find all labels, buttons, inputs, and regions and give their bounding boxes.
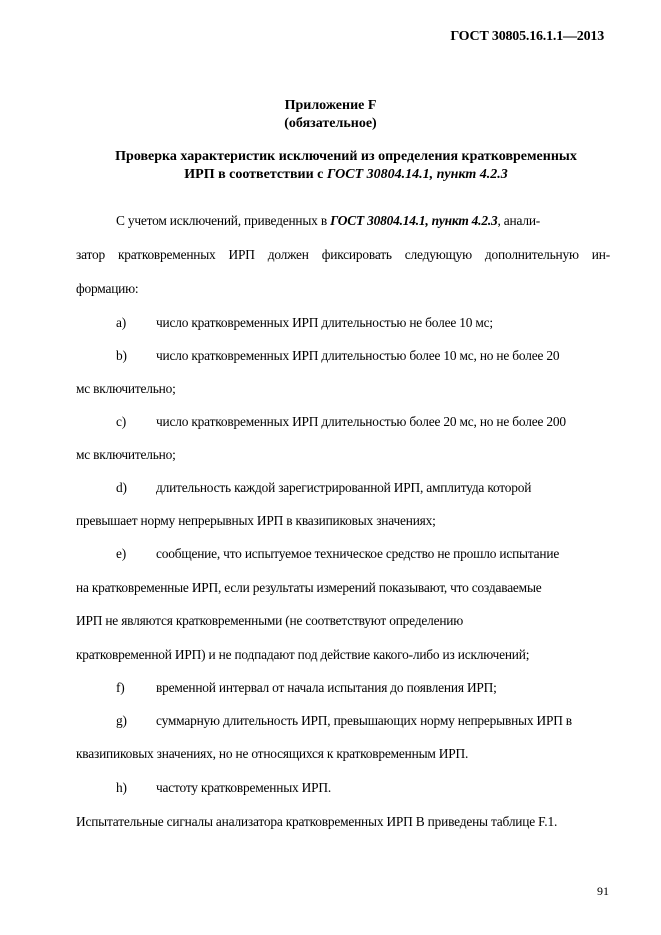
closing-paragraph: Испытательные сигналы анализатора кратковременных ИРП В приведены таблице F.1.: [76, 814, 558, 829]
item-f-text: временной интервал от начала испытания до появления ИРП;: [156, 680, 497, 695]
item-a-letter: a): [116, 315, 127, 330]
item-e-line-4: кратковременной ИРП) и не подпадают под действие какого-либо из исключений;: [76, 647, 530, 662]
item-b-letter: b): [116, 348, 127, 363]
item-g-letter: g): [116, 713, 127, 728]
section-title-reference: ГОСТ 30804.14.1, пункт 4.2.3: [326, 167, 508, 182]
item-b-line-2: мс включительно;: [76, 381, 176, 396]
item-h-text: частоту кратковременных ИРП.: [156, 780, 331, 795]
item-e-line-1: сообщение, что испытуемое техническое средство не прошло испытание: [156, 546, 560, 561]
section-title-line-1: Проверка характеристик исключений из определения кратковременных: [115, 149, 577, 164]
section-title-line-2: [0, 167, 661, 183]
item-g-line-2: квазипиковых значениях, но не относящихся к кратковременным ИРП.: [76, 746, 469, 761]
item-h-letter: h): [116, 780, 127, 795]
item-c-line-2: мс включительно;: [76, 447, 176, 462]
intro-line-3: формацию:: [76, 281, 139, 296]
item-e-letter: e): [116, 546, 127, 561]
standard-header: ГОСТ 30805.16.1.1—2013: [450, 29, 604, 44]
item-f-letter: f): [116, 680, 125, 695]
intro-reference: ГОСТ 30804.14.1, пункт 4.2.3: [330, 213, 498, 228]
annex-status: (обязательное): [284, 116, 377, 131]
item-d-letter: d): [116, 480, 127, 495]
annex-title: Приложение F: [284, 98, 377, 113]
item-e-line-2: на кратковременные ИРП, если результаты измерений показывают, что создаваемые: [76, 580, 542, 595]
item-d-line-1: длительность каждой зарегистрированной ИРП, амплитуда которой: [156, 480, 532, 495]
item-b-line-1: число кратковременных ИРП длительностью более 10 мс, но не более 20: [156, 348, 560, 363]
item-g-line-1: суммарную длительность ИРП, превышающих норму непрерывных ИРП в: [156, 713, 572, 728]
intro-text-b: , анали-: [497, 213, 541, 228]
item-e-line-3: ИРП не являются кратковременными (не соответствуют определению: [76, 613, 464, 628]
intro-text-a: С учетом исключений, приведенных в: [116, 213, 331, 228]
intro-line-1: [116, 213, 540, 229]
intro-line-2: затор кратковременных ИРП должен фиксировать следующую дополнительную ин-: [76, 247, 610, 262]
page-number: 91: [597, 884, 609, 898]
section-title-prefix: ИРП в соответствии с: [184, 167, 327, 182]
item-a-text: число кратковременных ИРП длительностью не более 10 мс;: [156, 315, 493, 330]
item-c-line-1: число кратковременных ИРП длительностью более 20 мс, но не более 200: [156, 414, 566, 429]
item-d-line-2: превышает норму непрерывных ИРП в квазипиковых значениях;: [76, 513, 436, 528]
item-c-letter: c): [116, 414, 127, 429]
